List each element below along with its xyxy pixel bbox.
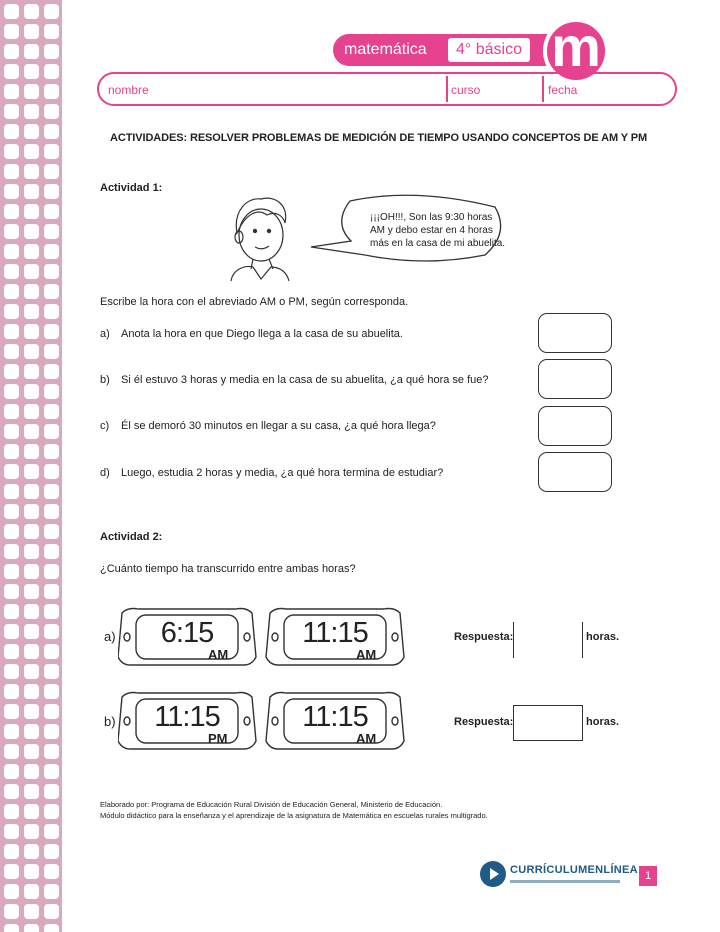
strip-cell (44, 144, 59, 159)
strip-cell (44, 664, 59, 679)
strip-cell (44, 544, 59, 559)
strip-cell (4, 464, 19, 479)
strip-cell (24, 624, 39, 639)
brand-logo-icon (480, 861, 506, 887)
strip-cell (4, 444, 19, 459)
answer-box-c[interactable] (538, 406, 612, 446)
strip-cell (4, 784, 19, 799)
strip-cell (24, 884, 39, 899)
strip-cell (44, 884, 59, 899)
strip-cell (24, 584, 39, 599)
strip-cell (44, 104, 59, 119)
strip-cell (4, 144, 19, 159)
strip-cell (24, 64, 39, 79)
strip-cell (24, 744, 39, 759)
strip-cell (4, 344, 19, 359)
brand-name: CURRÍCULUMENLÍNEA (510, 864, 638, 876)
strip-cell (44, 204, 59, 219)
strip-cell (24, 24, 39, 39)
strip-cell (24, 664, 39, 679)
play-arrow-icon (480, 861, 506, 887)
strip-cell (44, 904, 59, 919)
strip-cell (4, 704, 19, 719)
strip-cell (24, 184, 39, 199)
strip-cell (24, 84, 39, 99)
strip-cell (24, 264, 39, 279)
date-field-label: fecha (548, 83, 578, 97)
question-letter: c) (100, 420, 110, 432)
strip-cell (44, 744, 59, 759)
strip-cell (4, 884, 19, 899)
answer-label-b: Respuesta: (454, 716, 514, 728)
strip-cell (4, 684, 19, 699)
clock-a2 (284, 615, 386, 662)
answer-field-b[interactable] (513, 705, 583, 741)
strip-cell (24, 924, 39, 932)
name-field-label: nombre (108, 83, 149, 97)
strip-cell (44, 184, 59, 199)
strip-cell (24, 504, 39, 519)
clock-time: 6:15 (160, 617, 214, 649)
strip-cell (44, 464, 59, 479)
strip-cell (4, 424, 19, 439)
strip-cell (24, 424, 39, 439)
strip-cell (4, 524, 19, 539)
bubble-line: ¡¡¡OH!!!, Son las 9:30 horas (370, 212, 493, 223)
field-separator (542, 76, 544, 102)
strip-cell (24, 704, 39, 719)
strip-cell (4, 44, 19, 59)
strip-cell (44, 864, 59, 879)
answer-field-a[interactable] (513, 622, 583, 658)
strip-cell (24, 764, 39, 779)
question-a-text: Anota la hora en que Diego llega a la casa de su abuelita. (121, 328, 403, 340)
activity-1-instruction: Escribe la hora con el abreviado AM o PM, según corresponda. (100, 296, 409, 308)
activity-1-title: Actividad 1: (100, 182, 163, 194)
strip-cell (4, 244, 19, 259)
answer-label-a: Respuesta: (454, 631, 514, 643)
strip-cell (4, 904, 19, 919)
strip-cell (24, 524, 39, 539)
strip-cell (44, 84, 59, 99)
strip-cell (4, 804, 19, 819)
strip-cell (24, 604, 39, 619)
strip-cell (24, 544, 39, 559)
strip-cell (4, 744, 19, 759)
strip-cell (4, 364, 19, 379)
strip-cell (4, 64, 19, 79)
strip-cell (44, 824, 59, 839)
strip-cell (24, 124, 39, 139)
strip-cell (4, 864, 19, 879)
student-info-bar (97, 72, 677, 106)
clock-period: AM (208, 647, 229, 662)
clock-b2 (284, 699, 386, 746)
footer-credit: Elaborado por: Programa de Educación Rural División de Educación General, Ministerio de Educación. (100, 800, 443, 809)
strip-cell (44, 24, 59, 39)
strip-cell (44, 384, 59, 399)
row-a-label: a) (104, 629, 116, 644)
strip-cell (44, 684, 59, 699)
strip-cell (44, 224, 59, 239)
strip-cell (4, 624, 19, 639)
clock-time: 11:15 (302, 617, 368, 649)
strip-cell (4, 384, 19, 399)
strip-cell (44, 324, 59, 339)
strip-cell (44, 244, 59, 259)
strip-cell (44, 704, 59, 719)
activity-2-question: ¿Cuánto tiempo ha transcurrido entre ambas horas? (100, 563, 356, 575)
strip-cell (4, 124, 19, 139)
strip-cell (4, 404, 19, 419)
strip-cell (44, 624, 59, 639)
strip-cell (4, 24, 19, 39)
strip-cell (4, 644, 19, 659)
strip-cell (44, 124, 59, 139)
strip-cell (24, 204, 39, 219)
strip-cell (44, 44, 59, 59)
strip-cell (24, 864, 39, 879)
strip-cell (4, 164, 19, 179)
strip-cell (24, 684, 39, 699)
strip-cell (4, 324, 19, 339)
strip-cell (4, 284, 19, 299)
strip-cell (44, 164, 59, 179)
course-field-label: curso (451, 83, 481, 97)
strip-cell (24, 444, 39, 459)
strip-cell (24, 344, 39, 359)
bubble-line: AM y debo estar en 4 horas (370, 225, 493, 236)
answer-box-b[interactable] (538, 359, 612, 399)
strip-cell (44, 564, 59, 579)
strip-cell (4, 224, 19, 239)
question-letter: a) (100, 328, 110, 340)
strip-cell (44, 764, 59, 779)
strip-cell (44, 364, 59, 379)
field-separator (446, 76, 448, 102)
strip-cell (44, 724, 59, 739)
strip-cell (24, 284, 39, 299)
strip-cell (44, 844, 59, 859)
strip-cell (4, 4, 19, 19)
strip-cell (44, 264, 59, 279)
strip-cell (4, 204, 19, 219)
question-letter: b) (100, 374, 110, 386)
clock-period: AM (356, 731, 377, 746)
strip-cell (4, 584, 19, 599)
footer-module: Módulo didáctico para la enseñanza y el aprendizaje de la asignatura de Matemática en escuelas rurales multigrado. (100, 811, 488, 820)
strip-cell (4, 184, 19, 199)
strip-cell (24, 844, 39, 859)
strip-cell (44, 584, 59, 599)
strip-cell (24, 464, 39, 479)
strip-cell (44, 924, 59, 932)
strip-cell (44, 64, 59, 79)
strip-cell (4, 504, 19, 519)
strip-cell (24, 144, 39, 159)
strip-cell (44, 284, 59, 299)
unit-label-a: horas. (586, 631, 620, 643)
answer-box-d[interactable] (538, 452, 612, 492)
strip-cell (24, 724, 39, 739)
strip-cell (44, 604, 59, 619)
strip-cell (24, 904, 39, 919)
strip-cell (24, 244, 39, 259)
strip-cell (44, 304, 59, 319)
strip-cell (24, 44, 39, 59)
strip-cell (4, 564, 19, 579)
side-decorative-strip (0, 0, 62, 932)
clock-b1 (136, 699, 238, 746)
strip-cell (4, 924, 19, 932)
strip-cell (24, 484, 39, 499)
strip-cell (24, 164, 39, 179)
row-b-label: b) (104, 714, 116, 729)
page-number: 1 (639, 866, 657, 886)
strip-cell (24, 104, 39, 119)
question-d-text: Luego, estudia 2 horas y media, ¿a qué hora termina de estudiar? (121, 467, 444, 479)
page-title: ACTIVIDADES: RESOLVER PROBLEMAS DE MEDICIÓN DE TIEMPO USANDO CONCEPTOS DE AM Y PM (110, 132, 648, 144)
question-letter: d) (100, 467, 110, 479)
strip-cell (44, 344, 59, 359)
strip-cell (24, 824, 39, 839)
clock-period: PM (208, 731, 228, 746)
grade-label: 4° básico (448, 38, 530, 62)
activity-2-title: Actividad 2: (100, 531, 163, 543)
strip-cell (4, 264, 19, 279)
strip-cell (24, 644, 39, 659)
strip-cell (4, 664, 19, 679)
subject-logo: m (543, 18, 609, 84)
strip-cell (44, 504, 59, 519)
answer-box-a[interactable] (538, 313, 612, 353)
strip-cell (4, 104, 19, 119)
unit-label-b: horas. (586, 716, 620, 728)
question-b-text: Si él estuvo 3 horas y media en la casa de su abuelita, ¿a qué hora se fue? (121, 374, 489, 386)
strip-cell (44, 444, 59, 459)
strip-cell (44, 644, 59, 659)
strip-cell (4, 304, 19, 319)
strip-cell (24, 304, 39, 319)
strip-cell (44, 524, 59, 539)
clock-a1 (136, 615, 238, 662)
strip-cell (4, 604, 19, 619)
strip-cell (44, 804, 59, 819)
strip-cell (24, 404, 39, 419)
strip-cell (44, 4, 59, 19)
strip-cell (4, 84, 19, 99)
strip-cell (4, 764, 19, 779)
strip-cell (24, 4, 39, 19)
clock-period: AM (356, 647, 377, 662)
bubble-line: más en la casa de mi abuelita. (370, 238, 506, 249)
clock-time: 11:15 (154, 701, 220, 733)
strip-cell (24, 784, 39, 799)
strip-cell (4, 844, 19, 859)
strip-cell (24, 224, 39, 239)
strip-cell (24, 384, 39, 399)
strip-cell (44, 424, 59, 439)
strip-cell (44, 784, 59, 799)
clock-time: 11:15 (302, 701, 368, 733)
strip-cell (44, 484, 59, 499)
strip-cell (24, 564, 39, 579)
strip-cell (24, 364, 39, 379)
brand-tagline-bar (510, 880, 620, 883)
strip-cell (4, 484, 19, 499)
speech-bubble-text (370, 211, 505, 250)
strip-cell (44, 404, 59, 419)
strip-cell (24, 324, 39, 339)
strip-cell (4, 824, 19, 839)
subject-label: matemática (340, 39, 440, 61)
strip-cell (4, 544, 19, 559)
strip-cell (24, 804, 39, 819)
strip-cell (4, 724, 19, 739)
question-c-text: Él se demoró 30 minutos en llegar a su casa, ¿a qué hora llega? (121, 420, 436, 432)
